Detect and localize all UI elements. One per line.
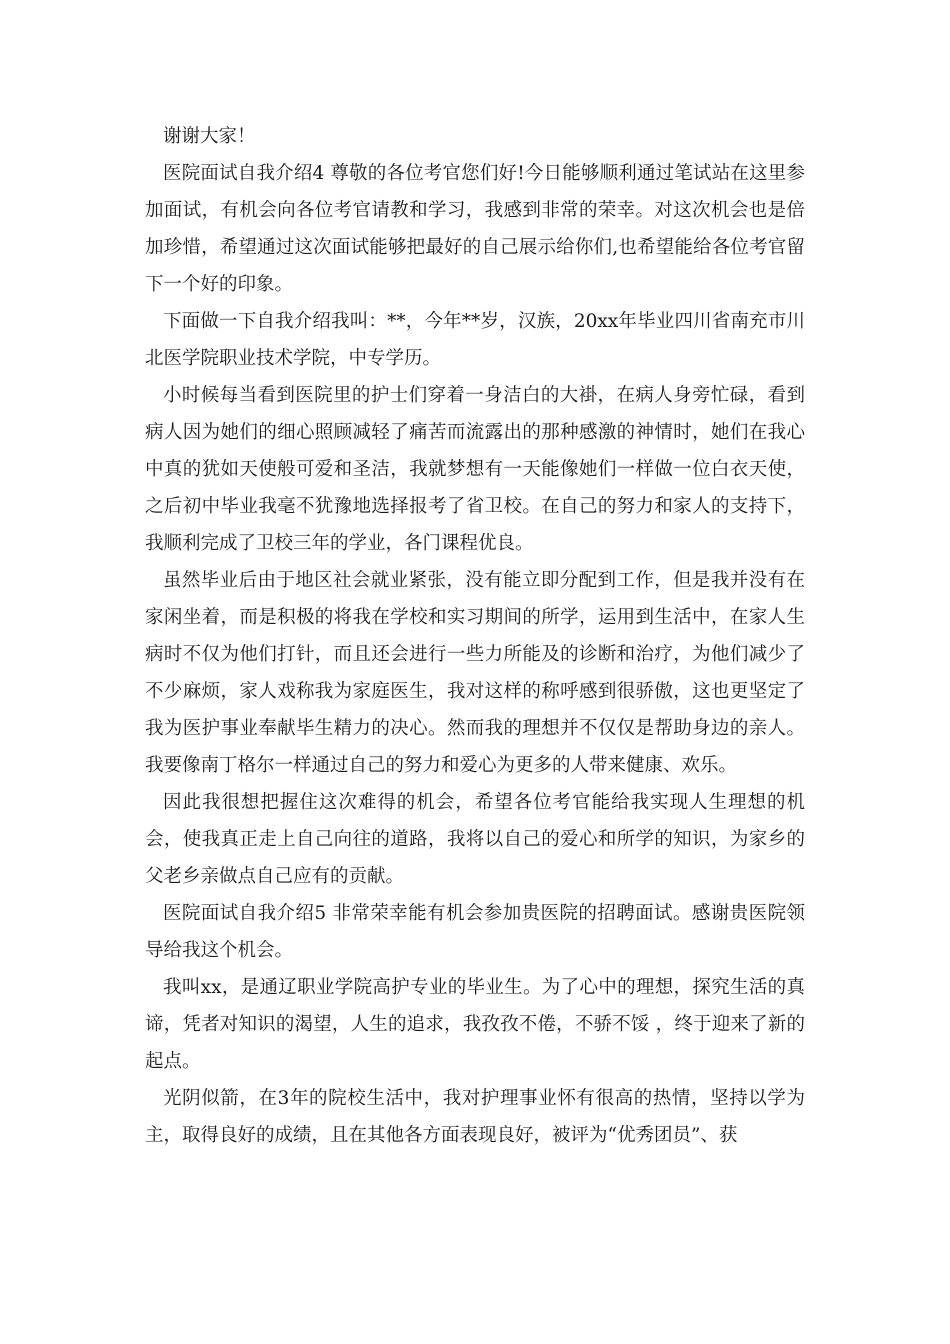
paragraph-name-school: 我叫xx，是通辽职业学院高护专业的毕业生。为了心中的理想，探究生活的真谛，凭者对知识的渴望，人生的追求，我孜孜不倦，不骄不馁 ，终于迎来了新的起点。: [145, 977, 805, 1072]
document-body: [145, 118, 805, 1154]
paragraph-childhood-dream: 小时候每当看到医院里的护士们穿着一身洁白的大褂，在病人身旁忙碌，看到病人因为她们的细心照顾减轻了痛苦而流露出的那种感激的神情时，她们在我心中真的犹如天使般可爱和圣洁，我就梦想有一天能像她们一样做一位白衣天使，之后初中毕业我毫不犹豫地选择报考了省卫校。在自己的努力和家人的支持下，我顺利完成了卫校三年的学业，各门课程优良。: [145, 385, 805, 554]
paragraph-intro-5: 医院面试自我介绍5 非常荣幸能有机会参加贵医院的招聘面试。感谢贵医院领导给我这个机会。: [145, 903, 805, 961]
paragraph-intro-4: 医院面试自我介绍4 尊敬的各位考官您们好!今日能够顺利通过笔试站在这里参加面试，有机会向各位考官请教和学习，我感到非常的荣幸。对这次机会也是倍加珍惜，希望通过这次面试能够把最好的自己展示给你们,也希望能给各位考官留下一个好的印象。: [145, 163, 805, 295]
paragraph-closing-thanks: 谢谢大家！: [163, 126, 256, 147]
paragraph-after-graduation: 虽然毕业后由于地区社会就业紧张，没有能立即分配到工作，但是我并没有在家闲坐着，而是积极的将我在学校和实习期间的所学，运用到生活中，在家人生病时不仅为他们打针，而且还会进行一些力所能及的诊断和治疗，为他们减少了不少麻烦，家人戏称我为家庭医生，我对这样的称呼感到很骄傲，这也更坚定了我为医护事业奉献毕生精力的决心。然而我的理想并不仅仅是帮助身边的亲人。我要像南丁格尔一样通过自己的努力和爱心为更多的人带来健康、欢乐。: [145, 570, 805, 776]
paragraph-self-intro: 下面做一下自我介绍我叫：**，今年**岁，汉族，20xx年毕业四川省南充市川北医学院职业技术学院，中专学历。: [145, 311, 805, 369]
paragraph-opportunity: 因此我很想把握住这次难得的机会，希望各位考官能给我实现人生理想的机会，使我真正走上自己向往的道路，我将以自己的爱心和所学的知识，为家乡的父老乡亲做点自己应有的贡献。: [145, 792, 805, 887]
paragraph-college-life: 光阴似箭，在3年的院校生活中，我对护理事业怀有很高的热情，坚持以学为主，取得良好的成绩，且在其他各方面表现良好，被评为“优秀团员”、获: [145, 1088, 805, 1146]
